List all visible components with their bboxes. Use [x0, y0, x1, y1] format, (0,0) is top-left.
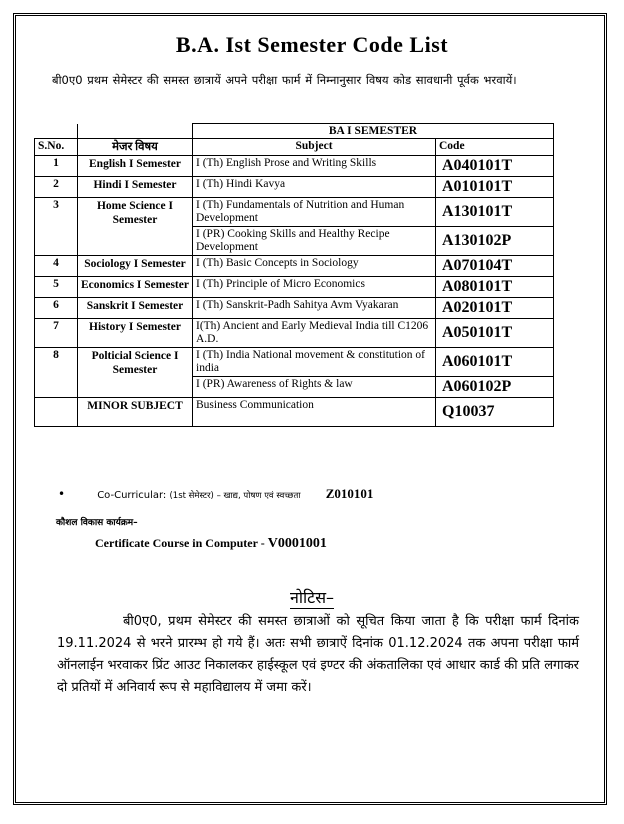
- row-code: A010101T: [436, 177, 554, 198]
- row-major: English I Semester: [78, 156, 193, 177]
- row-code: A050101T: [436, 319, 554, 348]
- row-code: A080101T: [436, 277, 554, 298]
- header-subject: Subject: [193, 139, 436, 156]
- group-header: BA I SEMESTER: [193, 124, 554, 139]
- row-code: A040101T: [436, 156, 554, 177]
- row-sno: 2: [35, 177, 78, 198]
- row-sno-blank: [35, 398, 78, 427]
- row-code: A020101T: [436, 298, 554, 319]
- table-body: [35, 156, 554, 427]
- row-major: History I Semester: [78, 319, 193, 348]
- row-code: A130102P: [436, 227, 554, 256]
- certificate-course: Certificate Course in Computer -: [95, 536, 265, 550]
- table-row: [35, 156, 554, 177]
- notice-heading: नोटिस–: [289, 588, 335, 607]
- row-sno: 7: [35, 319, 78, 348]
- row-major: Sociology I Semester: [78, 256, 193, 277]
- cocurricular-label: Co-Curricular:: [97, 490, 167, 501]
- row-subject: I (Th) Sanskrit-Padh Sahitya Avm Vyakaran: [193, 298, 436, 319]
- table-header-row: [35, 139, 554, 156]
- table-row: [35, 177, 554, 198]
- table-row-minor: [35, 398, 554, 427]
- row-subject: I (Th) Basic Concepts in Sociology: [193, 256, 436, 277]
- notice-body: बी0ए0, प्रथम सेमेस्टर की समस्त छात्राओं को सूचित किया जाता है कि परीक्षा फार्म दिनांक 19.11.2024 से भरने प्रारम्भ हो गये हैं। अतः सभी छात्राऐं दिनांक 01.12.2024 तक अपना परीक्षा फार्म ऑनलाईन भरवाकर प्रिंट आउट निकालकर हाईस्कूल एवं इण्टर की अंकतालिका एवं आधार कार्ड की प्रति लगाकर दो प्रतियों में अनिवार्य रूप से महाविद्यालय में जमा करें।: [57, 614, 579, 695]
- minor-code: Q10037: [436, 398, 554, 427]
- row-major: Home Science I Semester: [78, 198, 193, 256]
- table-row: [35, 298, 554, 319]
- row-major: Economics I Semester: [78, 277, 193, 298]
- header-code: Code: [436, 139, 554, 156]
- row-sno: 4: [35, 256, 78, 277]
- certificate-line: [95, 536, 327, 552]
- row-major: Sanskrit I Semester: [78, 298, 193, 319]
- row-sno: 6: [35, 298, 78, 319]
- notice-heading-wrap: [0, 586, 624, 608]
- row-subject: I (Th) Principle of Micro Economics: [193, 277, 436, 298]
- skill-heading: कौशल विकास कार्यक्रम–: [56, 518, 138, 528]
- table-group-header-row: [35, 124, 554, 139]
- row-subject: I (Th) India National movement & constitution of india: [193, 348, 436, 377]
- cocurricular-line: [58, 486, 373, 502]
- row-sno: 5: [35, 277, 78, 298]
- row-code: A070104T: [436, 256, 554, 277]
- page-title: B.A. Ist Semester Code List: [175, 32, 449, 57]
- row-sno: 1: [35, 156, 78, 177]
- row-code: A060101T: [436, 348, 554, 377]
- table-row: [35, 319, 554, 348]
- cocurricular-code: Z010101: [325, 486, 374, 501]
- code-table: [34, 123, 554, 427]
- row-subject: I (Th) Fundamentals of Nutrition and Human Development: [193, 198, 436, 227]
- blank-header-cell: [35, 124, 78, 139]
- row-major: Hindi I Semester: [78, 177, 193, 198]
- table-row: [35, 348, 554, 377]
- row-sno: 8: [35, 348, 78, 398]
- cocurricular-detail: (1st सेमेस्टर) – खाद्य, पोषण एवं स्वच्छता: [169, 491, 301, 501]
- table-row: [35, 198, 554, 227]
- row-sno: 3: [35, 198, 78, 256]
- header-major: मेजर विषय: [78, 139, 193, 156]
- minor-label: MINOR SUBJECT: [78, 398, 193, 427]
- row-major: Polticial Science I Semester: [78, 348, 193, 398]
- bullet-icon: •: [58, 487, 66, 501]
- table-row: [35, 256, 554, 277]
- row-subject: I (Th) Hindi Kavya: [193, 177, 436, 198]
- row-subject: I (PR) Cooking Skills and Healthy Recipe Development: [193, 227, 436, 256]
- row-subject: I(Th) Ancient and Early Medieval India till C1206 A.D.: [193, 319, 436, 348]
- row-code: A130101T: [436, 198, 554, 227]
- table-row: [35, 277, 554, 298]
- minor-subject: Business Communication: [193, 398, 436, 427]
- intro-text: बी0ए0 प्रथम सेमेस्टर की समस्त छात्रायें अपने परीक्षा फार्म में निम्नानुसार विषय कोड सावधानी पूर्वक भरवायें।: [52, 73, 517, 87]
- header-sno: S.No.: [35, 139, 78, 156]
- row-code: A060102P: [436, 377, 554, 398]
- blank-header-cell: [78, 124, 193, 139]
- row-subject: I (PR) Awareness of Rights & law: [193, 377, 436, 398]
- certificate-code: V0001001: [267, 536, 327, 551]
- row-subject: I (Th) English Prose and Writing Skills: [193, 156, 436, 177]
